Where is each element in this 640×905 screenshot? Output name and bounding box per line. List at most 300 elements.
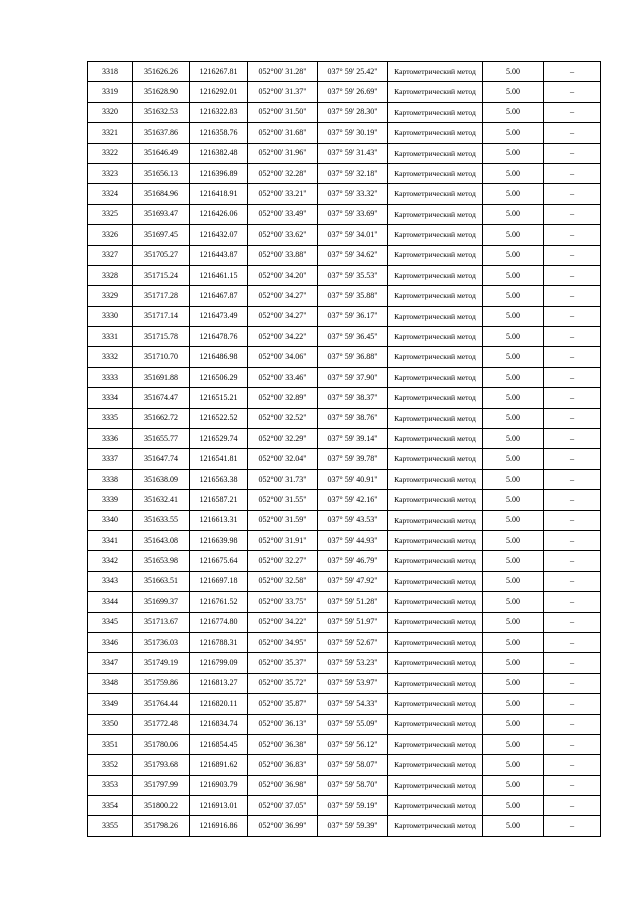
table-row — [88, 265, 601, 285]
accuracy-cell: 5.00 — [483, 510, 544, 530]
accuracy-cell: 5.00 — [483, 225, 544, 245]
error-cell: – — [544, 755, 601, 775]
x-coordinate-cell: 351632.53 — [133, 102, 190, 122]
table-row — [88, 796, 601, 816]
x-coordinate-cell: 351632.41 — [133, 490, 190, 510]
accuracy-cell: 5.00 — [483, 306, 544, 326]
error-cell: – — [544, 306, 601, 326]
point-number-cell: 3323 — [88, 163, 133, 183]
point-number-cell: 3331 — [88, 327, 133, 347]
accuracy-cell: 5.00 — [483, 143, 544, 163]
accuracy-cell: 5.00 — [483, 592, 544, 612]
table-row — [88, 204, 601, 224]
error-cell: – — [544, 163, 601, 183]
x-coordinate-cell: 351626.26 — [133, 62, 190, 82]
table-row — [88, 245, 601, 265]
y-coordinate-cell: 1216467.87 — [190, 286, 248, 306]
x-coordinate-cell: 351662.72 — [133, 408, 190, 428]
longitude-cell: 037° 59' 54.33" — [318, 694, 388, 714]
y-coordinate-cell: 1216854.45 — [190, 734, 248, 754]
latitude-cell: 052°00' 32.58" — [248, 571, 318, 591]
y-coordinate-cell: 1216396.89 — [190, 163, 248, 183]
accuracy-cell: 5.00 — [483, 245, 544, 265]
accuracy-cell: 5.00 — [483, 775, 544, 795]
x-coordinate-cell: 351693.47 — [133, 204, 190, 224]
latitude-cell: 052°00' 32.52" — [248, 408, 318, 428]
latitude-cell: 052°00' 31.37" — [248, 82, 318, 102]
error-cell: – — [544, 653, 601, 673]
x-coordinate-cell: 351798.26 — [133, 816, 190, 836]
longitude-cell: 037° 59' 32.18" — [318, 163, 388, 183]
longitude-cell: 037° 59' 53.23" — [318, 653, 388, 673]
longitude-cell: 037° 59' 40.91" — [318, 469, 388, 489]
latitude-cell: 052°00' 31.50" — [248, 102, 318, 122]
point-number-cell: 3319 — [88, 82, 133, 102]
accuracy-cell: 5.00 — [483, 714, 544, 734]
accuracy-cell: 5.00 — [483, 469, 544, 489]
longitude-cell: 037° 59' 55.09" — [318, 714, 388, 734]
point-number-cell: 3325 — [88, 204, 133, 224]
accuracy-cell: 5.00 — [483, 551, 544, 571]
x-coordinate-cell: 351717.28 — [133, 286, 190, 306]
longitude-cell: 037° 59' 34.01" — [318, 225, 388, 245]
y-coordinate-cell: 1216461.15 — [190, 265, 248, 285]
y-coordinate-cell: 1216813.27 — [190, 673, 248, 693]
error-cell: – — [544, 184, 601, 204]
table-row — [88, 367, 601, 387]
accuracy-cell: 5.00 — [483, 490, 544, 510]
x-coordinate-cell: 351710.70 — [133, 347, 190, 367]
longitude-cell: 037° 59' 31.43" — [318, 143, 388, 163]
accuracy-cell: 5.00 — [483, 265, 544, 285]
latitude-cell: 052°00' 32.89" — [248, 388, 318, 408]
error-cell: – — [544, 796, 601, 816]
accuracy-cell: 5.00 — [483, 408, 544, 428]
latitude-cell: 052°00' 31.96" — [248, 143, 318, 163]
method-cell: Картометрический метод — [388, 184, 483, 204]
latitude-cell: 052°00' 34.27" — [248, 306, 318, 326]
error-cell: – — [544, 694, 601, 714]
longitude-cell: 037° 59' 46.79" — [318, 551, 388, 571]
y-coordinate-cell: 1216358.76 — [190, 123, 248, 143]
y-coordinate-cell: 1216820.11 — [190, 694, 248, 714]
latitude-cell: 052°00' 31.91" — [248, 530, 318, 550]
longitude-cell: 037° 59' 38.76" — [318, 408, 388, 428]
latitude-cell: 052°00' 32.04" — [248, 449, 318, 469]
latitude-cell: 052°00' 34.20" — [248, 265, 318, 285]
longitude-cell: 037° 59' 38.37" — [318, 388, 388, 408]
point-number-cell: 3321 — [88, 123, 133, 143]
method-cell: Картометрический метод — [388, 327, 483, 347]
table-row — [88, 734, 601, 754]
latitude-cell: 052°00' 31.73" — [248, 469, 318, 489]
x-coordinate-cell: 351643.08 — [133, 530, 190, 550]
error-cell: – — [544, 714, 601, 734]
point-number-cell: 3346 — [88, 632, 133, 652]
point-number-cell: 3336 — [88, 429, 133, 449]
method-cell: Картометрический метод — [388, 571, 483, 591]
x-coordinate-cell: 351749.19 — [133, 653, 190, 673]
point-number-cell: 3337 — [88, 449, 133, 469]
x-coordinate-cell: 351663.51 — [133, 571, 190, 591]
error-cell: – — [544, 347, 601, 367]
point-number-cell: 3328 — [88, 265, 133, 285]
method-cell: Картометрический метод — [388, 388, 483, 408]
longitude-cell: 037° 59' 51.97" — [318, 612, 388, 632]
accuracy-cell: 5.00 — [483, 184, 544, 204]
table-row — [88, 123, 601, 143]
error-cell: – — [544, 469, 601, 489]
y-coordinate-cell: 1216675.64 — [190, 551, 248, 571]
y-coordinate-cell: 1216382.48 — [190, 143, 248, 163]
table-row — [88, 755, 601, 775]
method-cell: Картометрический метод — [388, 449, 483, 469]
accuracy-cell: 5.00 — [483, 62, 544, 82]
latitude-cell: 052°00' 36.99" — [248, 816, 318, 836]
longitude-cell: 037° 59' 33.69" — [318, 204, 388, 224]
table-row — [88, 694, 601, 714]
method-cell: Картометрический метод — [388, 632, 483, 652]
accuracy-cell: 5.00 — [483, 734, 544, 754]
error-cell: – — [544, 204, 601, 224]
table-row — [88, 571, 601, 591]
accuracy-cell: 5.00 — [483, 796, 544, 816]
latitude-cell: 052°00' 32.29" — [248, 429, 318, 449]
y-coordinate-cell: 1216322.83 — [190, 102, 248, 122]
latitude-cell: 052°00' 33.46" — [248, 367, 318, 387]
table-row — [88, 62, 601, 82]
error-cell: – — [544, 265, 601, 285]
y-coordinate-cell: 1216486.98 — [190, 347, 248, 367]
table-body — [88, 62, 601, 837]
point-number-cell: 3329 — [88, 286, 133, 306]
accuracy-cell: 5.00 — [483, 530, 544, 550]
method-cell: Картометрический метод — [388, 62, 483, 82]
accuracy-cell: 5.00 — [483, 449, 544, 469]
accuracy-cell: 5.00 — [483, 204, 544, 224]
x-coordinate-cell: 351759.86 — [133, 673, 190, 693]
x-coordinate-cell: 351691.88 — [133, 367, 190, 387]
longitude-cell: 037° 59' 42.16" — [318, 490, 388, 510]
point-number-cell: 3326 — [88, 225, 133, 245]
x-coordinate-cell: 351717.14 — [133, 306, 190, 326]
method-cell: Картометрический метод — [388, 225, 483, 245]
table-row — [88, 673, 601, 693]
longitude-cell: 037° 59' 34.62" — [318, 245, 388, 265]
accuracy-cell: 5.00 — [483, 327, 544, 347]
latitude-cell: 052°00' 35.72" — [248, 673, 318, 693]
point-number-cell: 3327 — [88, 245, 133, 265]
latitude-cell: 052°00' 37.05" — [248, 796, 318, 816]
longitude-cell: 037° 59' 59.19" — [318, 796, 388, 816]
point-number-cell: 3322 — [88, 143, 133, 163]
longitude-cell: 037° 59' 36.45" — [318, 327, 388, 347]
point-number-cell: 3340 — [88, 510, 133, 530]
accuracy-cell: 5.00 — [483, 653, 544, 673]
method-cell: Картометрический метод — [388, 408, 483, 428]
x-coordinate-cell: 351800.22 — [133, 796, 190, 816]
error-cell: – — [544, 367, 601, 387]
point-number-cell: 3344 — [88, 592, 133, 612]
longitude-cell: 037° 59' 26.69" — [318, 82, 388, 102]
x-coordinate-cell: 351780.06 — [133, 734, 190, 754]
y-coordinate-cell: 1216613.31 — [190, 510, 248, 530]
latitude-cell: 052°00' 32.27" — [248, 551, 318, 571]
point-number-cell: 3330 — [88, 306, 133, 326]
y-coordinate-cell: 1216529.74 — [190, 429, 248, 449]
longitude-cell: 037° 59' 58.07" — [318, 755, 388, 775]
accuracy-cell: 5.00 — [483, 286, 544, 306]
accuracy-cell: 5.00 — [483, 816, 544, 836]
method-cell: Картометрический метод — [388, 367, 483, 387]
latitude-cell: 052°00' 31.28" — [248, 62, 318, 82]
x-coordinate-cell: 351637.86 — [133, 123, 190, 143]
x-coordinate-cell: 351638.09 — [133, 469, 190, 489]
x-coordinate-cell: 351656.13 — [133, 163, 190, 183]
y-coordinate-cell: 1216587.21 — [190, 490, 248, 510]
y-coordinate-cell: 1216522.52 — [190, 408, 248, 428]
method-cell: Картометрический метод — [388, 286, 483, 306]
x-coordinate-cell: 351628.90 — [133, 82, 190, 102]
method-cell: Картометрический метод — [388, 612, 483, 632]
point-number-cell: 3335 — [88, 408, 133, 428]
accuracy-cell: 5.00 — [483, 571, 544, 591]
accuracy-cell: 5.00 — [483, 755, 544, 775]
method-cell: Картометрический метод — [388, 490, 483, 510]
table-row — [88, 286, 601, 306]
longitude-cell: 037° 59' 25.42" — [318, 62, 388, 82]
error-cell: – — [544, 612, 601, 632]
error-cell: – — [544, 62, 601, 82]
table-row — [88, 592, 601, 612]
table-row — [88, 327, 601, 347]
y-coordinate-cell: 1216913.01 — [190, 796, 248, 816]
error-cell: – — [544, 551, 601, 571]
point-number-cell: 3349 — [88, 694, 133, 714]
accuracy-cell: 5.00 — [483, 123, 544, 143]
accuracy-cell: 5.00 — [483, 429, 544, 449]
method-cell: Картометрический метод — [388, 816, 483, 836]
point-number-cell: 3355 — [88, 816, 133, 836]
table-row — [88, 184, 601, 204]
latitude-cell: 052°00' 34.27" — [248, 286, 318, 306]
method-cell: Картометрический метод — [388, 102, 483, 122]
method-cell: Картометрический метод — [388, 796, 483, 816]
table-row — [88, 388, 601, 408]
table-row — [88, 714, 601, 734]
method-cell: Картометрический метод — [388, 163, 483, 183]
y-coordinate-cell: 1216432.07 — [190, 225, 248, 245]
point-number-cell: 3353 — [88, 775, 133, 795]
point-number-cell: 3324 — [88, 184, 133, 204]
longitude-cell: 037° 59' 47.92" — [318, 571, 388, 591]
x-coordinate-cell: 351715.78 — [133, 327, 190, 347]
y-coordinate-cell: 1216916.86 — [190, 816, 248, 836]
table-row — [88, 306, 601, 326]
longitude-cell: 037° 59' 56.12" — [318, 734, 388, 754]
method-cell: Картометрический метод — [388, 734, 483, 754]
accuracy-cell: 5.00 — [483, 612, 544, 632]
y-coordinate-cell: 1216478.76 — [190, 327, 248, 347]
error-cell: – — [544, 530, 601, 550]
y-coordinate-cell: 1216267.81 — [190, 62, 248, 82]
latitude-cell: 052°00' 33.49" — [248, 204, 318, 224]
latitude-cell: 052°00' 36.83" — [248, 755, 318, 775]
point-number-cell: 3320 — [88, 102, 133, 122]
longitude-cell: 037° 59' 58.70" — [318, 775, 388, 795]
latitude-cell: 052°00' 34.95" — [248, 632, 318, 652]
longitude-cell: 037° 59' 33.32" — [318, 184, 388, 204]
y-coordinate-cell: 1216799.09 — [190, 653, 248, 673]
accuracy-cell: 5.00 — [483, 163, 544, 183]
point-number-cell: 3347 — [88, 653, 133, 673]
x-coordinate-cell: 351764.44 — [133, 694, 190, 714]
error-cell: – — [544, 673, 601, 693]
latitude-cell: 052°00' 34.22" — [248, 327, 318, 347]
longitude-cell: 037° 59' 39.14" — [318, 429, 388, 449]
error-cell: – — [544, 490, 601, 510]
longitude-cell: 037° 59' 35.88" — [318, 286, 388, 306]
table-row — [88, 102, 601, 122]
error-cell: – — [544, 632, 601, 652]
table-row — [88, 490, 601, 510]
x-coordinate-cell: 351646.49 — [133, 143, 190, 163]
point-number-cell: 3345 — [88, 612, 133, 632]
y-coordinate-cell: 1216541.81 — [190, 449, 248, 469]
error-cell: – — [544, 592, 601, 612]
method-cell: Картометрический метод — [388, 510, 483, 530]
latitude-cell: 052°00' 36.38" — [248, 734, 318, 754]
y-coordinate-cell: 1216903.79 — [190, 775, 248, 795]
method-cell: Картометрический метод — [388, 143, 483, 163]
y-coordinate-cell: 1216834.74 — [190, 714, 248, 734]
x-coordinate-cell: 351655.77 — [133, 429, 190, 449]
y-coordinate-cell: 1216426.06 — [190, 204, 248, 224]
table-row — [88, 469, 601, 489]
longitude-cell: 037° 59' 44.93" — [318, 530, 388, 550]
longitude-cell: 037° 59' 43.53" — [318, 510, 388, 530]
longitude-cell: 037° 59' 35.53" — [318, 265, 388, 285]
longitude-cell: 037° 59' 59.39" — [318, 816, 388, 836]
accuracy-cell: 5.00 — [483, 673, 544, 693]
accuracy-cell: 5.00 — [483, 102, 544, 122]
method-cell: Картометрический метод — [388, 82, 483, 102]
method-cell: Картометрический метод — [388, 123, 483, 143]
table-row — [88, 530, 601, 550]
method-cell: Картометрический метод — [388, 265, 483, 285]
error-cell: – — [544, 143, 601, 163]
method-cell: Картометрический метод — [388, 429, 483, 449]
accuracy-cell: 5.00 — [483, 347, 544, 367]
error-cell: – — [544, 775, 601, 795]
longitude-cell: 037° 59' 36.88" — [318, 347, 388, 367]
x-coordinate-cell: 351713.67 — [133, 612, 190, 632]
y-coordinate-cell: 1216761.52 — [190, 592, 248, 612]
method-cell: Картометрический метод — [388, 592, 483, 612]
point-number-cell: 3338 — [88, 469, 133, 489]
method-cell: Картометрический метод — [388, 469, 483, 489]
y-coordinate-cell: 1216788.31 — [190, 632, 248, 652]
y-coordinate-cell: 1216473.49 — [190, 306, 248, 326]
error-cell: – — [544, 408, 601, 428]
table-row — [88, 82, 601, 102]
latitude-cell: 052°00' 33.75" — [248, 592, 318, 612]
table-row — [88, 408, 601, 428]
y-coordinate-cell: 1216292.01 — [190, 82, 248, 102]
longitude-cell: 037° 59' 36.17" — [318, 306, 388, 326]
y-coordinate-cell: 1216697.18 — [190, 571, 248, 591]
method-cell: Картометрический метод — [388, 551, 483, 571]
method-cell: Картометрический метод — [388, 673, 483, 693]
error-cell: – — [544, 286, 601, 306]
method-cell: Картометрический метод — [388, 653, 483, 673]
x-coordinate-cell: 351684.96 — [133, 184, 190, 204]
table-row — [88, 449, 601, 469]
latitude-cell: 052°00' 33.88" — [248, 245, 318, 265]
y-coordinate-cell: 1216418.91 — [190, 184, 248, 204]
point-number-cell: 3341 — [88, 530, 133, 550]
point-number-cell: 3354 — [88, 796, 133, 816]
x-coordinate-cell: 351647.74 — [133, 449, 190, 469]
x-coordinate-cell: 351697.45 — [133, 225, 190, 245]
method-cell: Картометрический метод — [388, 245, 483, 265]
latitude-cell: 052°00' 32.28" — [248, 163, 318, 183]
table-row — [88, 347, 601, 367]
latitude-cell: 052°00' 35.87" — [248, 694, 318, 714]
method-cell: Картометрический метод — [388, 694, 483, 714]
point-number-cell: 3342 — [88, 551, 133, 571]
point-number-cell: 3352 — [88, 755, 133, 775]
x-coordinate-cell: 351705.27 — [133, 245, 190, 265]
method-cell: Картометрический метод — [388, 306, 483, 326]
error-cell: – — [544, 734, 601, 754]
error-cell: – — [544, 816, 601, 836]
latitude-cell: 052°00' 34.22" — [248, 612, 318, 632]
longitude-cell: 037° 59' 39.78" — [318, 449, 388, 469]
method-cell: Картометрический метод — [388, 755, 483, 775]
x-coordinate-cell: 351772.48 — [133, 714, 190, 734]
error-cell: – — [544, 510, 601, 530]
y-coordinate-cell: 1216563.38 — [190, 469, 248, 489]
table-row — [88, 632, 601, 652]
accuracy-cell: 5.00 — [483, 632, 544, 652]
table-row — [88, 429, 601, 449]
x-coordinate-cell: 351715.24 — [133, 265, 190, 285]
point-number-cell: 3348 — [88, 673, 133, 693]
method-cell: Картометрический метод — [388, 775, 483, 795]
point-number-cell: 3333 — [88, 367, 133, 387]
point-number-cell: 3343 — [88, 571, 133, 591]
table-row — [88, 775, 601, 795]
accuracy-cell: 5.00 — [483, 694, 544, 714]
x-coordinate-cell: 351653.98 — [133, 551, 190, 571]
y-coordinate-cell: 1216891.62 — [190, 755, 248, 775]
x-coordinate-cell: 351674.47 — [133, 388, 190, 408]
point-number-cell: 3332 — [88, 347, 133, 367]
x-coordinate-cell: 351699.37 — [133, 592, 190, 612]
longitude-cell: 037° 59' 30.19" — [318, 123, 388, 143]
latitude-cell: 052°00' 35.37" — [248, 653, 318, 673]
table-row — [88, 816, 601, 836]
coordinates-table — [87, 61, 601, 837]
x-coordinate-cell: 351633.55 — [133, 510, 190, 530]
method-cell: Картометрический метод — [388, 204, 483, 224]
latitude-cell: 052°00' 33.62" — [248, 225, 318, 245]
latitude-cell: 052°00' 36.98" — [248, 775, 318, 795]
longitude-cell: 037° 59' 37.90" — [318, 367, 388, 387]
table-row — [88, 225, 601, 245]
x-coordinate-cell: 351793.68 — [133, 755, 190, 775]
